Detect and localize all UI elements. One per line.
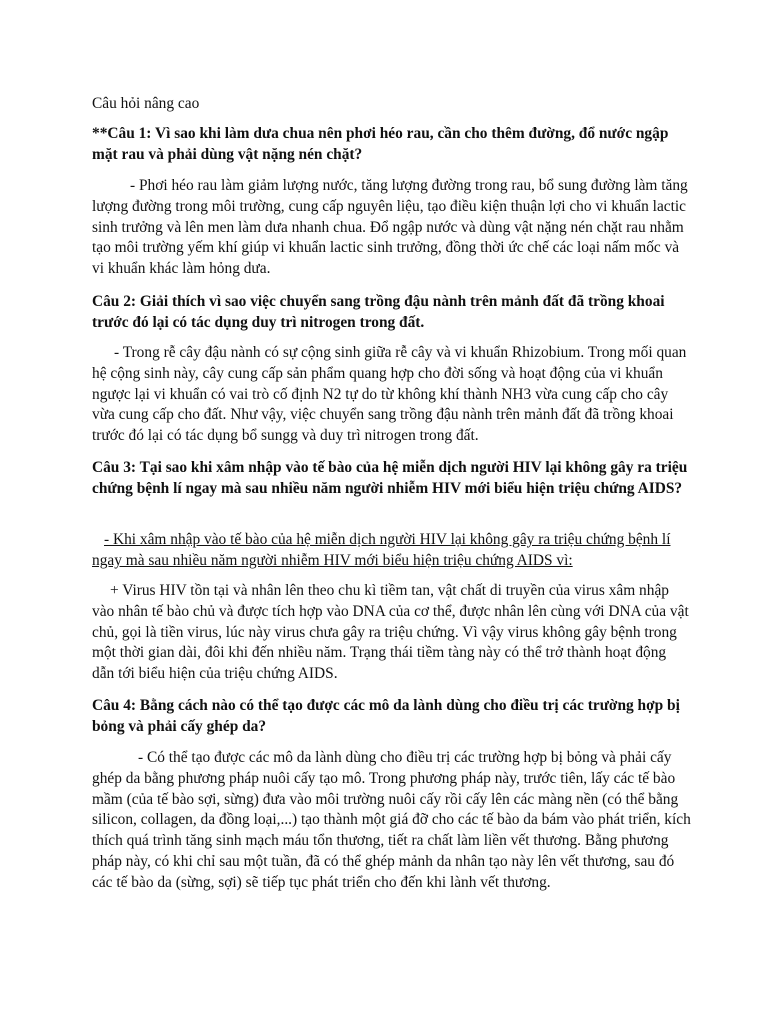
answer-3-intro: - Khi xâm nhập vào tế bào của hệ miễn dịch người HIV lại không gây ra triệu chứng bệnh lí ngay mà sau nhiều năm người nhiễm HIV mới biểu hiện triệu chứng AIDS vì: xyxy=(92,531,671,569)
answer-4: - Có thể tạo được các mô da lành dùng cho điều trị các trường hợp bị bỏng và phải cấy ghép da bằng phương pháp nuôi cấy tạo mô. Trong phương pháp này, trước tiên, lấy các tế bào mầm (của tế bào sợi, sừng) đưa vào môi trường nuôi cấy rồi cấy lên các màng nền (có thể bằng silicon, collagen, da đồng loại,...) tạo thành một giá đỡ cho các tế bào da bám vào phát triển, kích thích quá trình tăng sinh mạch máu tổn thương, tiết ra chất làm liền vết thương. Bằng phương pháp này, có khi chỉ sau một tuần, đã có thể ghép mảnh da nhân tạo này lên vết thương, sau đó các tế bào da (sừng, sợi) sẽ tiếp tục phát triển cho đến khi lành vết thương. xyxy=(92,749,691,891)
question-4: Câu 4: Bằng cách nào có thể tạo được các mô da lành dùng cho điều trị các trường hợp bị bỏng và phải cấy ghép da? xyxy=(92,697,680,735)
answer-2: - Trong rễ cây đậu nành có sự cộng sinh giữa rễ cây và vi khuẩn Rhizobium. Trong mối quan hệ cộng sinh này, cây cung cấp sản phẩm quang hợp cho đời sống và hoạt động của vi khuẩn ngược lại vi khuẩn có vai trò cố định N2 tự do từ không khí thành NH3 vừa cung cấp cho cây vừa cung cấp cho đất. Như vậy, việc chuyển sang trồng đậu nành trên mảnh đất đã trồng khoai trước đó lại có tác dụng bổ sungg và duy trì nitrogen trong đất. xyxy=(92,344,687,445)
answer-1: - Phơi héo rau làm giảm lượng nước, tăng lượng đường trong rau, bổ sung đường làm tăng lượng đường trong môi trường, cung cấp nguyên liệu, tạo điều kiện thuận lợi cho vi khuẩn lactic sinh trưởng và lên men làm dưa nhanh chua. Đổ ngập nước và dùng vật nặng nén chặt rau nhằm tạo môi trường yếm khí giúp vi khuẩn lactic sinh trưởng, đồng thời ức chế các loại nấm mốc và vi khuẩn khác làm hỏng dưa. xyxy=(92,177,688,278)
question-2: Câu 2: Giải thích vì sao việc chuyển sang trồng đậu nành trên mảnh đất đã trồng khoai trước đó lại có tác dụng duy trì nitrogen trong đất. xyxy=(92,293,665,331)
question-3: Câu 3: Tại sao khi xâm nhập vào tế bào của hệ miễn dịch người HIV lại không gây ra triệu chứng bệnh lí ngay mà sau nhiều năm người nhiễm HIV mới biểu hiện triệu chứng AIDS? xyxy=(92,459,688,497)
answer-3: + Virus HIV tồn tại và nhân lên theo chu kì tiềm tan, vật chất di truyền của virus xâm nhập vào nhân tế bào chủ và được tích hợp vào DNA của cơ thể, được nhân lên cùng với DNA của vật chủ, gọi là tiền virus, lúc này virus chưa gây ra triệu chứng. Vì vậy virus không gây bệnh trong một thời gian dài, đôi khi đến nhiều năm. Trạng thái tiềm tàng này có thể trở thành hoạt động dẫn tới biểu hiện của triệu chứng AIDS. xyxy=(92,582,689,683)
page-heading: Câu hỏi nâng cao xyxy=(92,95,200,112)
question-1: **Câu 1: Vì sao khi làm dưa chua nên phơi héo rau, cần cho thêm đường, đổ nước ngập mặt rau và phải dùng vật nặng nén chặt? xyxy=(92,125,669,163)
